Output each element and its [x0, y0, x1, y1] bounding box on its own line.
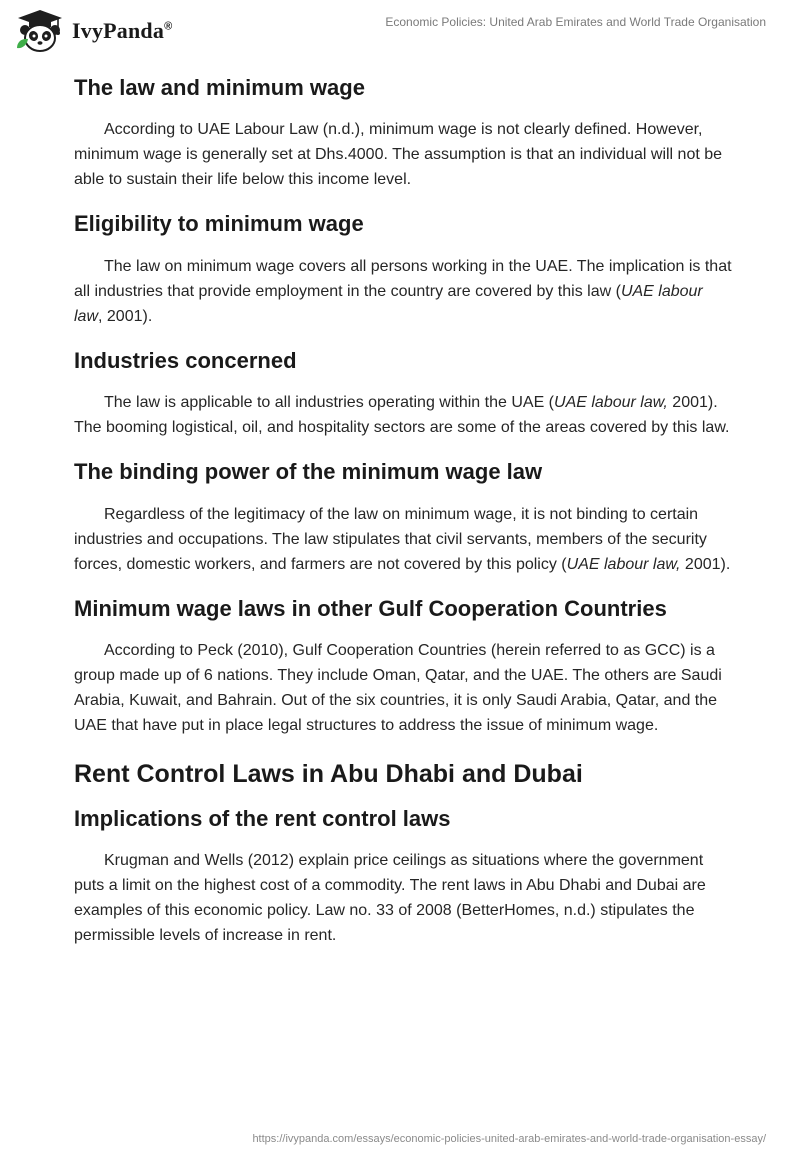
section-heading: Minimum wage laws in other Gulf Cooperation Countries [74, 595, 667, 621]
source-url[interactable]: https://ivypanda.com/essays/economic-policies-united-arab-emirates-and-world-trade-organisation-essay/ [252, 1133, 766, 1145]
chapter-heading: Rent Control Laws in Abu Dhabi and Dubai [74, 759, 583, 788]
logo-wordmark: IvyPanda® [72, 18, 173, 43]
ivypanda-logo[interactable] [14, 8, 204, 54]
paragraph: Regardless of the legitimacy of the law on minimum wage, it is not binding to certain industries and occupations. The law stipulates that civil servants, members of the security forces, domestic workers, and farmers are not covered by this policy (UAE labour law, 2001). [74, 505, 731, 573]
document-title: Economic Policies: United Arab Emirates and World Trade Organisation [385, 15, 766, 29]
paragraph: Krugman and Wells (2012) explain price ceilings as situations where the government puts a limit on the highest cost of a commodity. The rent laws in Abu Dhabi and Dubai are examples of this economic policy. Law no. 33 of 2008 (BetterHomes, n.d.) stipulates the permissible levels of increase in rent. [74, 852, 706, 945]
section-heading: Implications of the rent control laws [74, 805, 451, 831]
panda-graduate-icon [14, 8, 66, 54]
citation: UAE labour law, [554, 394, 668, 412]
paragraph: According to Peck (2010), Gulf Cooperation Countries (herein referred to as GCC) is a group made up of 6 nations. They include Oman, Qatar, and the UAE. The others are Saudi Arabia, Kuwait, and Bahrain. Out of the six countries, it is only Saudi Arabia, Qatar, and the UAE that have put in place legal structures to address the issue of minimum wage. [74, 641, 722, 734]
page-header [0, 0, 800, 60]
citation: UAE labour law, [566, 555, 681, 573]
section-heading: The law and minimum wage [74, 75, 365, 100]
paragraph: The law on minimum wage covers all persons working in the UAE. The implication is that all industries that provide employment in the country are covered by this law (UAE labour law, 2001). [74, 257, 732, 325]
paragraph: The law is applicable to all industries operating within the UAE (UAE labour law, 2001). The booming logistical, oil, and hospitality sectors are some of the areas covered by this law. [74, 394, 730, 437]
section-heading: The binding power of the minimum wage law [74, 459, 543, 485]
citation: UAE labour law [74, 282, 703, 325]
section-heading: Industries concerned [74, 347, 297, 373]
paragraph: According to UAE Labour Law (n.d.), minimum wage is not clearly defined. However, minimum wage is generally set at Dhs.4000. The assumption is that an individual will not be able to sustain their life below this income level. [74, 121, 723, 189]
essay-body [74, 70, 734, 948]
section-heading: Eligibility to minimum wage [74, 211, 364, 237]
